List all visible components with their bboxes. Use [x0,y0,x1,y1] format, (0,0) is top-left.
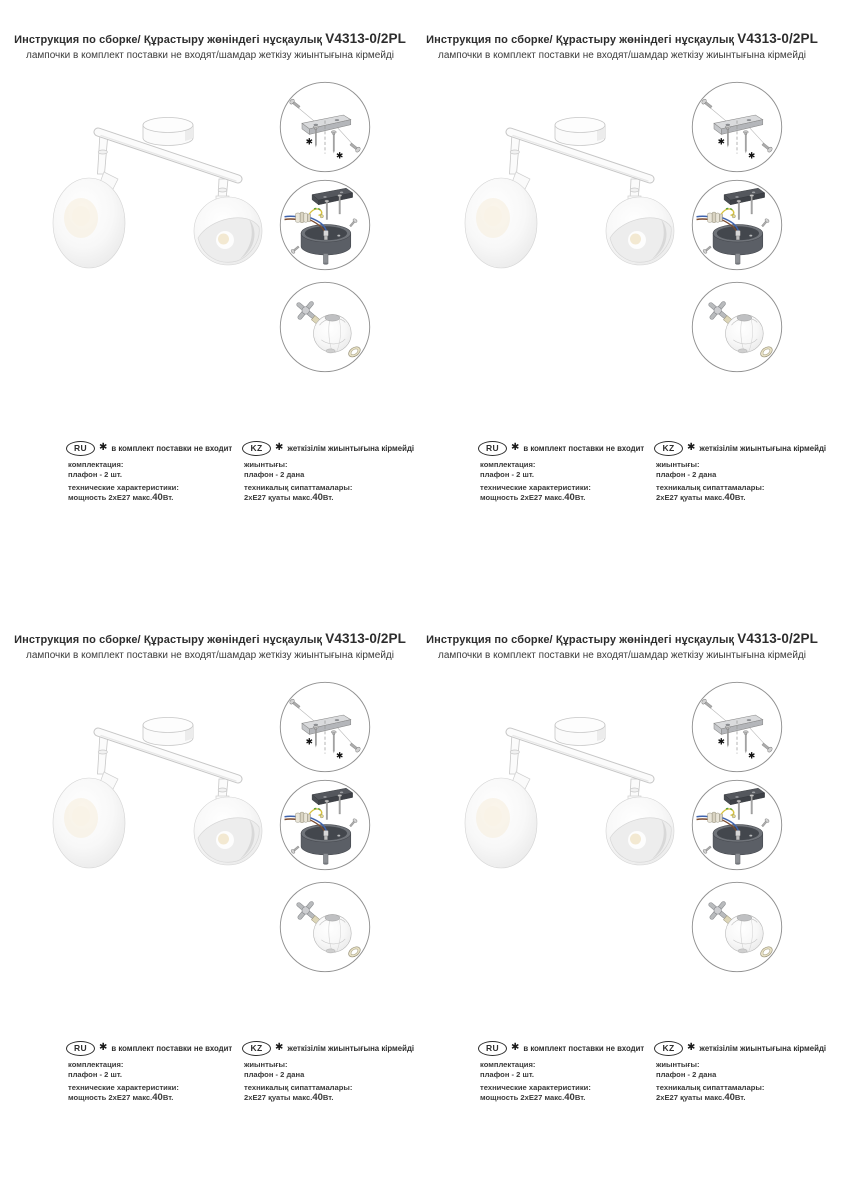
kz-kit-label: жиынтығы: [244,1060,288,1069]
model-number: V4313-0/2PL [737,31,818,46]
not-included-asterisk: ✱ [305,736,314,747]
right-glass-shade [606,796,674,865]
not-included-asterisk: ✱ [717,136,726,147]
asterisk-icon: ✱ [511,442,520,453]
shade-assembly-detail [279,881,371,973]
ru-badge: RU [478,1041,507,1056]
asterisk-icon: ✱ [275,442,284,453]
ru-kit-value: плафон - 2 шт. [480,1069,534,1079]
ru-kit-block [68,460,238,479]
kz-kit-block [244,1060,414,1079]
ru-power-line: мощность 2хЕ27 макс.40Вт. [480,1091,586,1103]
kz-specs-label: техникалық сипаттамалары: [656,483,765,493]
kz-power-line: 2хЕ27 қуаты макс.40Вт. [656,1091,746,1103]
mounting-bracket-detail [691,81,783,173]
ru-kit-label: комплектация: [68,460,124,469]
ru-kit-label: комплектация: [68,1060,124,1069]
shade-assembly-detail [691,281,783,373]
wiring-detail [279,779,371,871]
glass-shade-sphere [726,914,764,952]
title-text: Инструкция по сборке/ Құрастыру жөніндегі нұсқаулық [14,634,326,646]
card-title [0,31,420,46]
kz-kit-label: жиынтығы: [656,1060,700,1069]
ru-kit-value: плафон - 2 шт. [68,469,122,479]
kz-specs-label: техникалық сипаттамалары: [656,1083,765,1093]
asterisk-icon: ✱ [275,1042,284,1053]
kz-spec-column [654,1040,826,1102]
ru-power-line: мощность 2хЕ27 макс.40Вт. [68,491,174,503]
card-subtitle: лампочки в комплект поставки не входят/шамдар жеткізу жиынтығына кірмейді [438,50,806,61]
ru-note: в комплект поставки не входит [111,1043,233,1053]
instruction-card-2 [412,0,836,600]
ru-note: в комплект поставки не входит [111,443,233,453]
power-value: 40 [564,491,575,503]
left-glass-shade [465,172,537,268]
kz-specs-block [656,483,826,502]
kz-kit-value: плафон - 2 дана [244,1069,305,1079]
kz-note: жеткізілім жиынтығына кірмейді [287,1043,415,1053]
ru-specs-block [480,483,650,502]
ru-specs-block [480,1083,650,1102]
ru-kit-value: плафон - 2 шт. [480,469,534,479]
wiring-detail [279,179,371,271]
left-glass-shade [53,172,125,268]
card-subtitle: лампочки в комплект поставки не входят/шамдар жеткізу жиынтығына кірмейді [438,650,806,661]
kz-badge: KZ [654,441,683,456]
ru-specs-label: технические характеристики: [68,483,179,493]
kz-power-line: 2хЕ27 қуаты макс.40Вт. [244,1091,334,1103]
kz-kit-block [656,460,826,479]
ru-header [478,440,650,456]
wiring-detail [691,779,783,871]
ru-note: в комплект поставки не входит [523,443,645,453]
kz-power-line: 2хЕ27 қуаты макс.40Вт. [656,491,746,503]
kz-power-line: 2хЕ27 қуаты макс.40Вт. [244,491,334,503]
mounting-bracket-detail [279,81,371,173]
ru-spec-column [478,1040,650,1102]
not-included-asterisk: ✱ [305,136,314,147]
ru-header [66,440,238,456]
ru-specs-label: технические характеристики: [480,1083,591,1093]
kz-kit-value: плафон - 2 дана [656,469,717,479]
asterisk-icon: ✱ [511,1042,520,1053]
asterisk-icon: ✱ [99,1042,108,1053]
model-number: V4313-0/2PL [737,631,818,646]
right-glass-shade [194,796,262,865]
instruction-card-1 [0,0,424,600]
ru-header [478,1040,650,1056]
model-number: V4313-0/2PL [325,631,406,646]
kz-specs-label: техникалық сипаттамалары: [244,1083,353,1093]
right-glass-shade [606,196,674,265]
shade-assembly-detail [279,281,371,373]
ru-specs-block [68,1083,238,1102]
kz-specs-block [244,1083,414,1102]
power-value: 40 [152,491,163,503]
spec-footer [478,1040,830,1112]
title-text: Инструкция по сборке/ Құрастыру жөніндегі нұсқаулық [426,34,738,46]
kz-note: жеткізілім жиынтығына кірмейді [287,443,415,453]
ru-spec-column [66,1040,238,1102]
kz-spec-column [242,440,414,502]
kz-header [242,1040,414,1056]
ru-badge: RU [66,441,95,456]
lamp-illustration [464,700,689,878]
kz-header [654,1040,826,1056]
ru-kit-value: плафон - 2 шт. [68,1069,122,1079]
kz-kit-value: плафон - 2 дана [244,469,305,479]
ru-kit-block [480,1060,650,1079]
kz-note: жеткізілім жиынтығына кірмейді [699,443,827,453]
title-text: Инструкция по сборке/ Құрастыру жөніндегі нұсқаулық [426,634,738,646]
glass-shade-sphere [726,314,764,352]
kz-specs-label: техникалық сипаттамалары: [244,483,353,493]
power-value: 40 [564,1091,575,1103]
asterisk-icon: ✱ [99,442,108,453]
kz-specs-block [656,1083,826,1102]
ru-badge: RU [66,1041,95,1056]
kz-kit-label: жиынтығы: [656,460,700,469]
kz-header [242,440,414,456]
spec-footer [66,440,418,512]
glass-shade-sphere [314,914,352,952]
instruction-card-4 [412,600,836,1200]
kz-badge: KZ [242,1041,271,1056]
ceiling-canopy [555,718,605,746]
lamp-illustration [52,700,277,878]
power-value: 40 [724,491,735,503]
power-value: 40 [724,1091,735,1103]
ru-kit-block [480,460,650,479]
not-included-asterisk: ✱ [336,150,344,161]
card-title [0,631,420,646]
spec-footer [478,440,830,512]
title-text: Инструкция по сборке/ Құрастыру жөніндегі нұсқаулық [14,34,326,46]
kz-kit-label: жиынтығы: [244,460,288,469]
ru-spec-column [478,440,650,502]
kz-header [654,440,826,456]
kz-badge: KZ [654,1041,683,1056]
ru-specs-label: технические характеристики: [68,1083,179,1093]
lamp-illustration [464,100,689,278]
glass-shade-sphere [314,314,352,352]
kz-badge: KZ [242,441,271,456]
asterisk-icon: ✱ [687,442,696,453]
kz-kit-value: плафон - 2 дана [656,1069,717,1079]
spec-footer [66,1040,418,1112]
ceiling-canopy [555,118,605,146]
power-value: 40 [312,1091,323,1103]
not-included-asterisk: ✱ [748,750,756,761]
card-subtitle: лампочки в комплект поставки не входят/шамдар жеткізу жиынтығына кірмейді [26,650,394,661]
power-value: 40 [152,1091,163,1103]
left-glass-shade [53,772,125,868]
ru-kit-label: комплектация: [480,460,536,469]
model-number: V4313-0/2PL [325,31,406,46]
ceiling-canopy [143,718,193,746]
mounting-bracket-detail [279,681,371,773]
shade-assembly-detail [691,881,783,973]
not-included-asterisk: ✱ [748,150,756,161]
card-subtitle: лампочки в комплект поставки не входят/шамдар жеткізу жиынтығына кірмейді [26,50,394,61]
left-glass-shade [465,772,537,868]
power-value: 40 [312,491,323,503]
card-title [412,631,832,646]
mounting-bracket-detail [691,681,783,773]
ru-specs-block [68,483,238,502]
asterisk-icon: ✱ [687,1042,696,1053]
right-glass-shade [194,196,262,265]
kz-specs-block [244,483,414,502]
ru-spec-column [66,440,238,502]
not-included-asterisk: ✱ [336,750,344,761]
ru-specs-label: технические характеристики: [480,483,591,493]
card-title [412,31,832,46]
ru-kit-block [68,1060,238,1079]
kz-kit-block [656,1060,826,1079]
kz-kit-block [244,460,414,479]
ru-power-line: мощность 2хЕ27 макс.40Вт. [68,1091,174,1103]
instruction-card-3 [0,600,424,1200]
lamp-illustration [52,100,277,278]
kz-spec-column [654,440,826,502]
ceiling-canopy [143,118,193,146]
ru-note: в комплект поставки не входит [523,1043,645,1053]
ru-power-line: мощность 2хЕ27 макс.40Вт. [480,491,586,503]
ru-kit-label: комплектация: [480,1060,536,1069]
ru-badge: RU [478,441,507,456]
wiring-detail [691,179,783,271]
kz-note: жеткізілім жиынтығына кірмейді [699,1043,827,1053]
kz-spec-column [242,1040,414,1102]
not-included-asterisk: ✱ [717,736,726,747]
ru-header [66,1040,238,1056]
